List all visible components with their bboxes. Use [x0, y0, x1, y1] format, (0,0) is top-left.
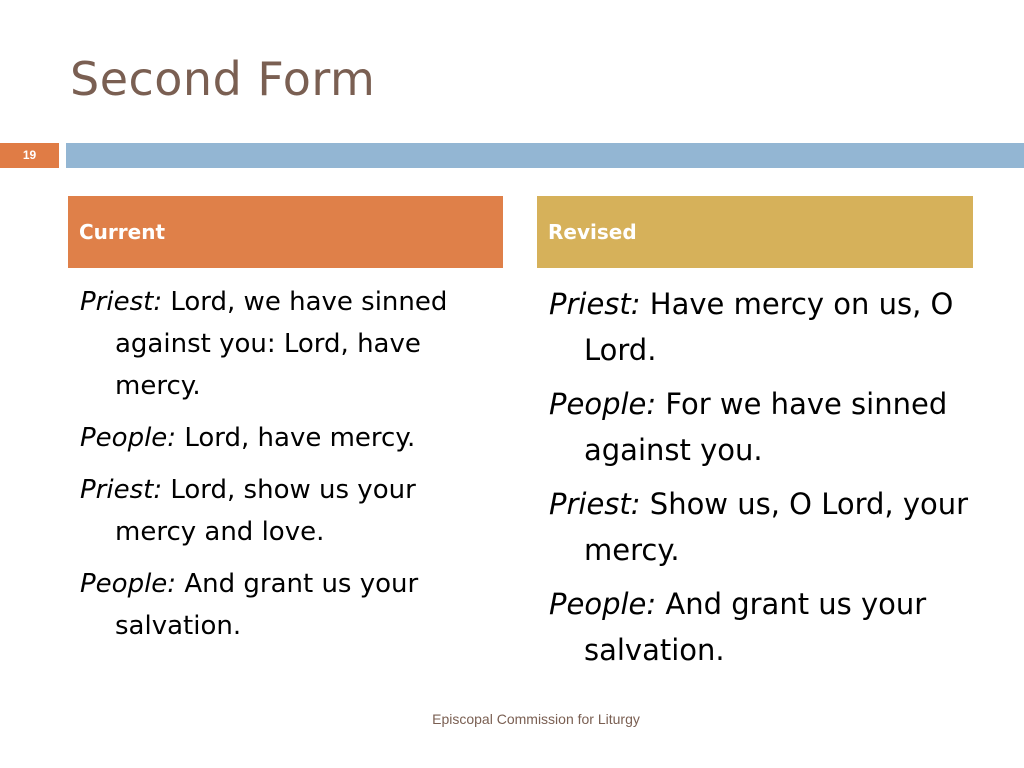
revised-column-header: Revised — [537, 196, 973, 268]
response-text: And grant us your salvation. — [115, 569, 419, 641]
revised-line-1 — [549, 281, 979, 373]
revised-line-4 — [549, 581, 979, 673]
slide-footer: Episcopal Commission for Liturgy — [432, 711, 640, 727]
speaker-label: People: — [549, 587, 657, 621]
slide-title: Second Form — [70, 52, 376, 106]
current-column-text — [80, 281, 505, 657]
revised-line-3 — [549, 481, 979, 573]
speaker-label: Priest: — [549, 487, 641, 521]
response-text: Have mercy on us, O Lord. — [584, 287, 954, 367]
slide-number-badge: 19 — [0, 143, 59, 168]
current-line-2 — [80, 417, 505, 459]
current-line-1 — [80, 281, 505, 407]
speaker-label: Priest: — [80, 475, 163, 505]
speaker-label: People: — [549, 387, 657, 421]
response-text: For we have sinned against you. — [584, 387, 948, 467]
speaker-label: Priest: — [80, 287, 163, 317]
current-line-4 — [80, 563, 505, 647]
current-column-header: Current — [68, 196, 503, 268]
revised-column-text — [549, 281, 979, 681]
revised-line-2 — [549, 381, 979, 473]
response-text: And grant us your salvation. — [584, 587, 927, 667]
speaker-label: People: — [80, 423, 177, 453]
speaker-label: Priest: — [549, 287, 641, 321]
response-text: Show us, O Lord, your mercy. — [584, 487, 969, 567]
response-text: Lord, show us your mercy and love. — [115, 475, 416, 547]
current-line-3 — [80, 469, 505, 553]
speaker-label: People: — [80, 569, 177, 599]
response-text: Lord, we have sinned against you: Lord, have mercy. — [115, 287, 448, 401]
title-divider-bar — [66, 143, 1024, 168]
response-text: Lord, have mercy. — [184, 423, 416, 453]
